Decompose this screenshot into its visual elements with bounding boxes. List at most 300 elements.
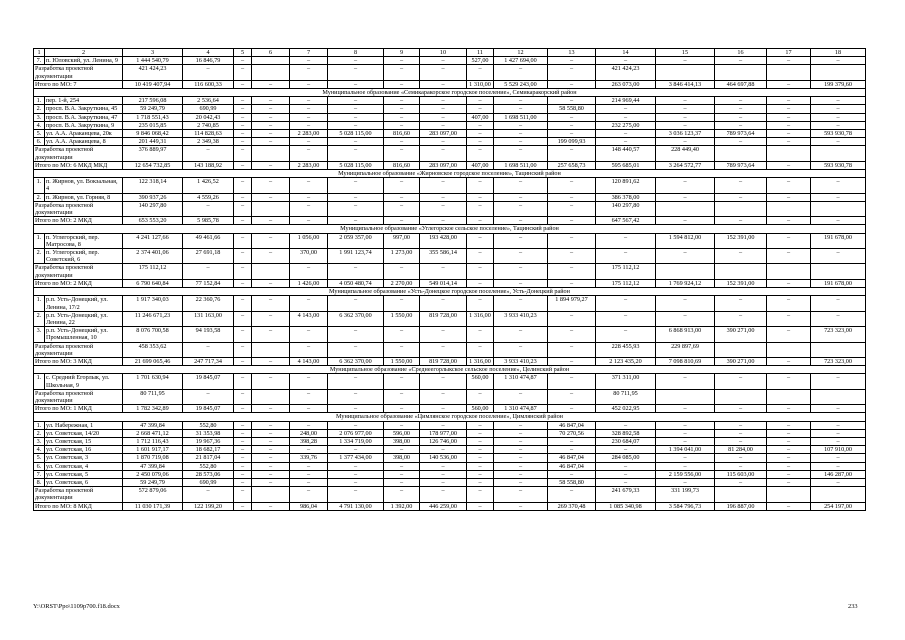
table-cell: – [494,193,548,201]
table-cell [252,487,290,502]
table-cell: 390 937,26 [123,193,183,201]
table-cell: – [290,65,328,80]
table-cell: – [328,65,384,80]
table-cell: 16 846,79 [183,57,234,65]
table-row [34,97,866,105]
table-cell: – [328,113,384,121]
address-cell: ул. Советская, 14/20 [45,429,123,437]
table-cell: – [290,487,328,502]
section-heading-row [34,413,866,421]
table-cell: 247 717,34 [183,357,234,365]
table-cell: – [494,462,548,470]
table-cell: 690,99 [183,478,234,486]
table-cell [715,389,767,404]
address-cell: пер. 1-й, 254 [45,97,123,105]
table-cell: 7 098 810,69 [656,357,715,365]
table-cell: 11 030 171,39 [123,502,183,510]
table-cell: – [715,311,767,326]
table-cell: – [384,57,420,65]
table-cell: – [328,462,384,470]
row-number: 5. [34,454,45,462]
table-cell: – [252,429,290,437]
summary-label: Разработка проектной документации [34,487,123,502]
table-cell: – [811,178,866,193]
table-cell: 1 056,00 [290,233,328,248]
table-cell [767,389,811,404]
table-cell: – [548,389,596,404]
table-cell: 146 287,00 [811,470,866,478]
table-cell [767,146,811,161]
table-cell: 789 973,64 [715,130,767,138]
table-cell: 283 097,00 [420,130,467,138]
row-number: 1. [34,178,45,193]
table-cell: – [656,296,715,311]
table-cell: – [767,462,811,470]
table-cell: – [715,121,767,129]
table-cell: 114 828,63 [183,130,234,138]
table-cell: – [252,437,290,445]
table-cell: – [494,429,548,437]
table-cell: – [767,97,811,105]
table-cell: – [420,121,467,129]
column-number: 11 [467,49,494,57]
table-cell: – [467,454,494,462]
table-cell [656,389,715,404]
table-cell: – [252,421,290,429]
table-row [34,113,866,121]
table-cell: – [420,138,467,146]
table-cell: – [767,405,811,413]
table-cell: – [384,217,420,225]
table-cell [767,65,811,80]
table-cell: – [811,138,866,146]
table-cell: – [183,389,234,404]
table-cell: 1 316,00 [467,357,494,365]
table-cell: – [767,429,811,437]
table-cell: – [420,478,467,486]
summary-row [34,342,866,357]
table-cell: – [420,470,467,478]
table-cell: – [290,446,328,454]
table-cell: 228 455,93 [596,342,656,357]
summary-label: Разработка проектной документации [34,264,123,279]
table-cell: – [183,264,234,279]
table-cell: – [234,65,252,80]
table-cell: 819 728,00 [420,311,467,326]
table-cell: 1 310 474,87 [494,405,548,413]
table-cell: – [290,421,328,429]
table-cell: 816,60 [384,161,420,169]
table-cell: 140 536,00 [420,454,467,462]
table-cell: 254 197,00 [811,502,866,510]
table-cell: – [467,470,494,478]
footer-page-number: 233 [848,603,858,610]
table-cell: – [234,357,252,365]
table-cell: – [596,249,656,264]
table-cell: – [494,389,548,404]
column-number: 8 [328,49,384,57]
table-cell: – [252,80,290,88]
table-cell: – [234,279,252,287]
table-cell: – [328,327,384,342]
table-cell: 331 199,73 [656,487,715,502]
table-cell: – [548,405,596,413]
table-row [34,478,866,486]
table-cell: – [384,193,420,201]
section-heading: Муниципальное образование «Среднеегорлыкское сельское поселение», Целинский район [34,366,866,374]
table-cell: – [328,80,384,88]
table-cell: – [467,478,494,486]
table-cell: – [467,446,494,454]
table-cell: – [328,105,384,113]
table-cell: – [767,437,811,445]
table-cell: 2 270,00 [384,279,420,287]
table-cell: 653 553,20 [123,217,183,225]
table-cell: – [656,454,715,462]
table-cell: 140 297,80 [596,201,656,216]
table-cell: – [384,80,420,88]
address-cell: просп. В.А. Закруткина, 45 [45,105,123,113]
table-cell: – [328,178,384,193]
table-cell: 3 036 123,37 [656,130,715,138]
table-row [34,421,866,429]
table-row [34,233,866,248]
table-cell: 593 930,78 [811,161,866,169]
table-cell: 18 682,17 [183,446,234,454]
table-cell: – [384,487,420,502]
table-cell: – [290,405,328,413]
table-cell: – [596,233,656,248]
table-cell: – [467,264,494,279]
summary-label: Разработка проектной документации [34,342,123,357]
table-cell: – [811,454,866,462]
table-cell: – [715,138,767,146]
table-cell: – [767,279,811,287]
table-row [34,249,866,264]
table-cell: 175 112,12 [596,264,656,279]
table-cell: – [494,138,548,146]
table-cell [715,342,767,357]
table-cell: 560,00 [467,405,494,413]
table-cell: – [420,105,467,113]
table-cell: – [656,193,715,201]
table-cell: – [715,217,767,225]
table-cell: – [384,296,420,311]
table-cell: 269 370,48 [548,502,596,510]
address-cell: п. Юловский, ул. Ленина, 9 [45,57,123,65]
summary-row [34,201,866,216]
summary-label: Разработка проектной документации [34,389,123,404]
summary-row [34,502,866,510]
row-number: 2. [34,105,45,113]
table-cell: 232 275,00 [596,121,656,129]
table-cell: – [656,105,715,113]
table-cell: – [234,389,252,404]
table-cell: – [234,487,252,502]
table-cell: 1 550,00 [384,357,420,365]
table-cell: – [384,478,420,486]
table-cell: 595 685,01 [596,161,656,169]
column-number: 5 [234,49,252,57]
table-cell: 3 933 410,23 [494,311,548,326]
table-cell: 370,00 [290,249,328,264]
table-cell: 131 163,00 [183,311,234,326]
table-cell: – [290,296,328,311]
table-cell: – [767,446,811,454]
table-cell: 407,00 [467,161,494,169]
table-cell: 235 015,85 [123,121,183,129]
table-cell: – [596,113,656,121]
table-cell: – [467,342,494,357]
table-cell: – [715,374,767,389]
address-cell: ул. Советская, 5 [45,470,123,478]
table-cell: – [548,113,596,121]
address-cell: ул. А.А. Араканцева, 8 [45,138,123,146]
table-cell: – [290,217,328,225]
table-cell: – [290,374,328,389]
row-number: 1. [34,233,45,248]
table-cell: – [420,446,467,454]
table-cell: – [252,405,290,413]
table-cell: – [420,421,467,429]
table-cell: – [420,342,467,357]
table-cell: – [234,502,252,510]
table-cell: – [548,121,596,129]
table-cell: – [234,478,252,486]
table-cell: 1 310,00 [467,80,494,88]
table-cell: – [767,249,811,264]
table-cell [811,264,866,279]
table-cell: – [548,249,596,264]
table-cell: – [548,193,596,201]
row-number: 3. [34,437,45,445]
section-heading: Муниципальное образование «Жирновское городское поселение», Тацинский район [34,170,866,178]
row-number: 2. [34,249,45,264]
table-cell: – [767,454,811,462]
table-cell: 241 679,33 [596,487,656,502]
table-cell: – [596,311,656,326]
table-cell: – [467,296,494,311]
table-cell: 193 428,00 [420,233,467,248]
table-cell: 5 985,78 [183,217,234,225]
table-cell: – [767,421,811,429]
table-cell: 407,00 [467,113,494,121]
table-cell: – [767,130,811,138]
table-cell: 355 586,14 [420,249,467,264]
table-cell: – [467,429,494,437]
table-cell: – [328,264,384,279]
table-cell: – [252,279,290,287]
table-cell: 386 378,00 [596,193,656,201]
table-cell: 77 152,84 [183,279,234,287]
table-row [34,327,866,342]
table-cell: – [548,437,596,445]
table-cell: – [656,374,715,389]
table-cell: – [328,342,384,357]
column-number: 6 [252,49,290,57]
table-cell: 789 973,64 [715,161,767,169]
table-cell: – [384,327,420,342]
table-row [34,437,866,445]
table-cell: 8 076 700,58 [123,327,183,342]
table-cell: 21 699 065,46 [123,357,183,365]
table-cell: 283 097,00 [420,161,467,169]
table-cell: – [767,80,811,88]
table-cell: 81 284,00 [715,446,767,454]
table-cell: – [656,421,715,429]
table-cell: – [767,296,811,311]
address-cell: п. Жирнов, ул. Горняя, 8 [45,193,123,201]
table-cell: – [290,470,328,478]
section-heading-row [34,366,866,374]
table-cell: – [252,138,290,146]
summary-row [34,161,866,169]
table-cell: – [252,249,290,264]
table-cell: – [328,296,384,311]
table-cell: – [384,105,420,113]
summary-row [34,217,866,225]
table-row [34,311,866,326]
table-cell: 2 123 435,20 [596,357,656,365]
table-cell: – [328,57,384,65]
table-cell: – [467,65,494,80]
table-cell: – [767,138,811,146]
table-cell: 126 746,00 [420,437,467,445]
table-cell: – [494,130,548,138]
table-cell: 1 894 979,27 [548,296,596,311]
table-cell: – [183,146,234,161]
table-cell: – [767,233,811,248]
table-row [34,57,866,65]
table-cell [715,65,767,80]
table-cell: 2 159 556,00 [656,470,715,478]
summary-label: Разработка проектной документации [34,65,123,80]
table-cell: 3 846 414,13 [656,80,715,88]
table-cell: 1 310 474,87 [494,374,548,389]
table-cell [715,146,767,161]
table-cell: – [715,193,767,201]
table-cell: – [467,462,494,470]
table-cell: 723 323,00 [811,357,866,365]
row-number: 7. [34,470,45,478]
table-cell: 458 353,62 [123,342,183,357]
table-cell: 80 711,95 [123,389,183,404]
column-number: 13 [548,49,596,57]
footer-file-path: Y:\ORST\Ppo\1109p700.f18.docx [33,603,120,610]
table-cell: 390 271,00 [715,357,767,365]
table-cell: – [290,478,328,486]
table-cell: – [234,121,252,129]
summary-label: Итого по МО: 2 МКД [34,217,123,225]
table-cell: 11 246 671,23 [123,311,183,326]
column-number: 12 [494,49,548,57]
table-cell: 94 193,58 [183,327,234,342]
table-cell: 376 889,97 [123,146,183,161]
table-cell: – [420,57,467,65]
table-cell: – [811,429,866,437]
table-cell: – [384,113,420,121]
table-cell: 2 076 977,00 [328,429,384,437]
table-row [34,446,866,454]
table-cell: 196 887,00 [715,502,767,510]
table-cell [811,201,866,216]
table-cell [656,65,715,80]
table-cell: 228 449,40 [656,146,715,161]
table-cell: – [548,470,596,478]
table-cell: – [494,97,548,105]
table-cell: – [767,502,811,510]
table-cell: – [234,446,252,454]
table-cell: – [252,462,290,470]
table-cell: 371 311,00 [596,374,656,389]
table-cell: – [290,57,328,65]
table-row [34,429,866,437]
table-cell: 552,80 [183,421,234,429]
table-cell: 690,99 [183,105,234,113]
table-cell: – [596,138,656,146]
table-cell: 6 868 913,00 [656,327,715,342]
table-cell: – [656,57,715,65]
address-cell: ул. Советская, 15 [45,437,123,445]
table-cell: 4 791 130,00 [328,502,384,510]
table-cell: – [767,57,811,65]
table-cell [715,487,767,502]
table-cell: 201 449,31 [123,138,183,146]
address-cell: ул. Советская, 3 [45,454,123,462]
table-cell: – [548,264,596,279]
table-cell: – [234,161,252,169]
table-cell: 122 318,14 [123,178,183,193]
table-cell: 20 042,43 [183,113,234,121]
summary-label: Итого по МО: 2 МКД [34,279,123,287]
table-cell: – [328,405,384,413]
table-cell: 248,00 [290,429,328,437]
table-cell: – [328,193,384,201]
table-cell: 22 360,76 [183,296,234,311]
table-cell [767,342,811,357]
table-cell: – [767,470,811,478]
table-cell: – [548,146,596,161]
table-cell: – [494,421,548,429]
table-cell: – [234,178,252,193]
table-cell: – [494,217,548,225]
table-cell: – [656,311,715,326]
table-cell: – [384,470,420,478]
table-cell: – [234,97,252,105]
table-cell: – [596,327,656,342]
table-cell: – [420,193,467,201]
table-cell: 1 377 434,00 [328,454,384,462]
table-cell: 9 846 068,42 [123,130,183,138]
table-cell: – [656,113,715,121]
table-cell: – [715,429,767,437]
table-cell: 816,60 [384,130,420,138]
table-cell: 2 450 079,06 [123,470,183,478]
table-cell [252,264,290,279]
table-cell: 1 701 630,94 [123,374,183,389]
table-cell: – [328,421,384,429]
table-cell: 986,04 [290,502,328,510]
table-cell: 4 559,26 [183,193,234,201]
table-cell: – [811,193,866,201]
table-cell: – [384,138,420,146]
table-cell: – [494,264,548,279]
table-cell: 398,00 [384,437,420,445]
summary-label: Разработка проектной документации [34,201,123,216]
table-cell: 647 567,42 [596,217,656,225]
table-cell: – [420,80,467,88]
table-cell: – [767,105,811,113]
